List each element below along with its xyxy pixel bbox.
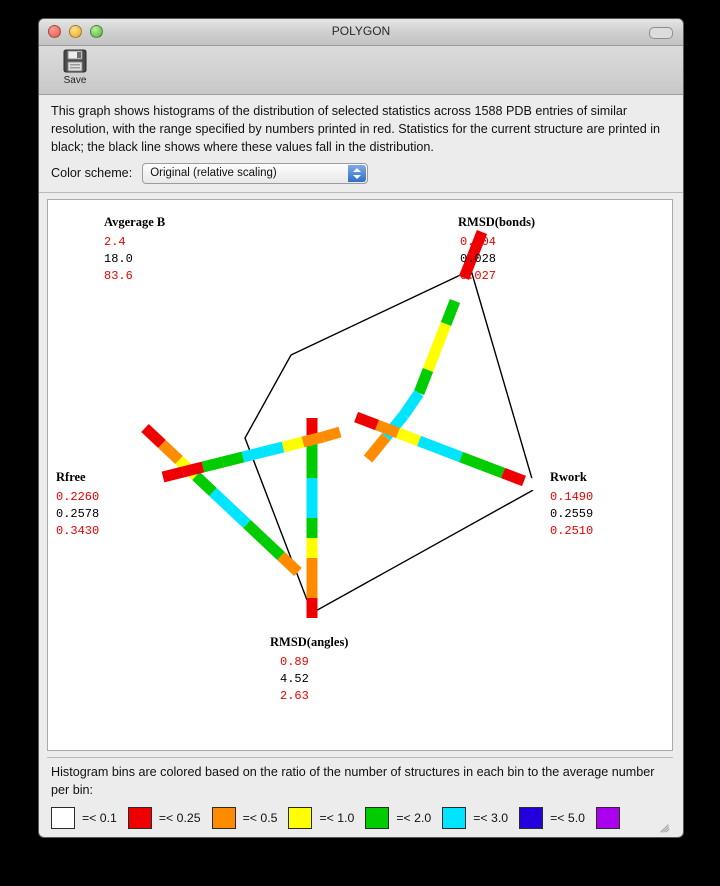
axis-min-rmsd-angles: 0.89 <box>280 654 309 669</box>
axis-current-rmsd-angles: 4.52 <box>280 671 309 686</box>
axis-current-rwork: 0.2559 <box>550 506 594 521</box>
axis-min-avgerage-b: 2.4 <box>104 234 126 249</box>
axis-values-rwork <box>550 489 593 540</box>
spoke-avgerage-b <box>122 406 298 572</box>
window-title: POLYGON <box>331 24 391 38</box>
color-scheme-row <box>39 161 683 193</box>
axis-values-rmsd-bonds <box>460 234 496 285</box>
save-button[interactable] <box>51 48 99 86</box>
axis-label-avgerage-b: Avgerage B <box>104 214 166 229</box>
legend <box>47 757 673 834</box>
polygon-plot[interactable] <box>47 199 673 751</box>
legend-label-4: =< 2.0 <box>396 811 432 826</box>
legend-swatch-6 <box>519 807 543 829</box>
floppy-disk-icon <box>62 48 88 74</box>
axis-min-rwork: 0.1490 <box>550 489 594 504</box>
legend-label-0: =< 0.1 <box>82 811 117 826</box>
axis-values-rfree <box>56 489 99 540</box>
legend-swatch-1 <box>128 807 152 829</box>
legend-swatch-0 <box>51 807 75 829</box>
legend-label-1: =< 0.25 <box>158 811 201 826</box>
color-scheme-select[interactable] <box>142 163 368 184</box>
toolbar <box>39 46 683 95</box>
legend-label-3: =< 1.0 <box>319 811 355 826</box>
axis-max-rmsd-angles: 2.63 <box>280 688 309 703</box>
title-bar <box>39 19 683 46</box>
legend-swatch-7 <box>596 807 620 829</box>
legend-swatch-row <box>47 805 673 833</box>
axis-current-rfree: 0.2578 <box>56 506 100 521</box>
axis-max-rwork: 0.2510 <box>550 523 594 538</box>
legend-swatch-4 <box>365 807 389 829</box>
axis-label-rmsd-bonds: RMSD(bonds) <box>458 214 536 229</box>
color-scheme-selected-value: Original (relative scaling) <box>150 166 277 179</box>
axis-current-avgerage-b: 18.0 <box>104 251 133 266</box>
axis-max-rmsd-bonds: 0.027 <box>460 268 497 283</box>
axis-min-rmsd-bonds: 0.004 <box>460 234 497 249</box>
resize-grip[interactable] <box>658 818 671 831</box>
axis-min-rfree: 0.2260 <box>56 489 100 504</box>
legend-description: Histogram bins are colored based on the ratio of the number of structures in each bin to the average number per bin: <box>51 764 655 797</box>
legend-swatch-2 <box>212 807 236 829</box>
legend-swatch-3 <box>288 807 312 829</box>
legend-swatch-5 <box>442 807 466 829</box>
axis-max-avgerage-b: 83.6 <box>104 268 133 283</box>
polygon-window <box>38 18 684 838</box>
description-text: This graph shows histograms of the distribution of selected statistics across 1588 PDB entries of similar resolution, with the range specified by numbers printed in red. Statistics for the current structure are printed in black; the black line shows where these values fall in the distribution. <box>39 95 683 161</box>
legend-label-2: =< 0.5 <box>242 811 278 826</box>
axis-label-rfree: Rfree <box>56 469 86 484</box>
axis-label-rmsd-angles: RMSD(angles) <box>270 634 349 649</box>
axis-current-rmsd-bonds: 0.028 <box>460 251 497 266</box>
toolbar-toggle-button[interactable] <box>649 27 673 39</box>
chevron-updown-icon <box>348 165 366 182</box>
axis-values-avgerage-b <box>104 234 133 285</box>
axis-values-rmsd-angles <box>280 654 309 705</box>
color-scheme-label: Color scheme: <box>51 166 133 181</box>
axis-label-rwork: Rwork <box>550 469 587 484</box>
legend-label-6: =< 5.0 <box>550 811 585 826</box>
axis-max-rfree: 0.3430 <box>56 523 100 538</box>
legend-label-5: =< 3.0 <box>473 811 509 826</box>
save-button-label: Save <box>63 75 87 86</box>
